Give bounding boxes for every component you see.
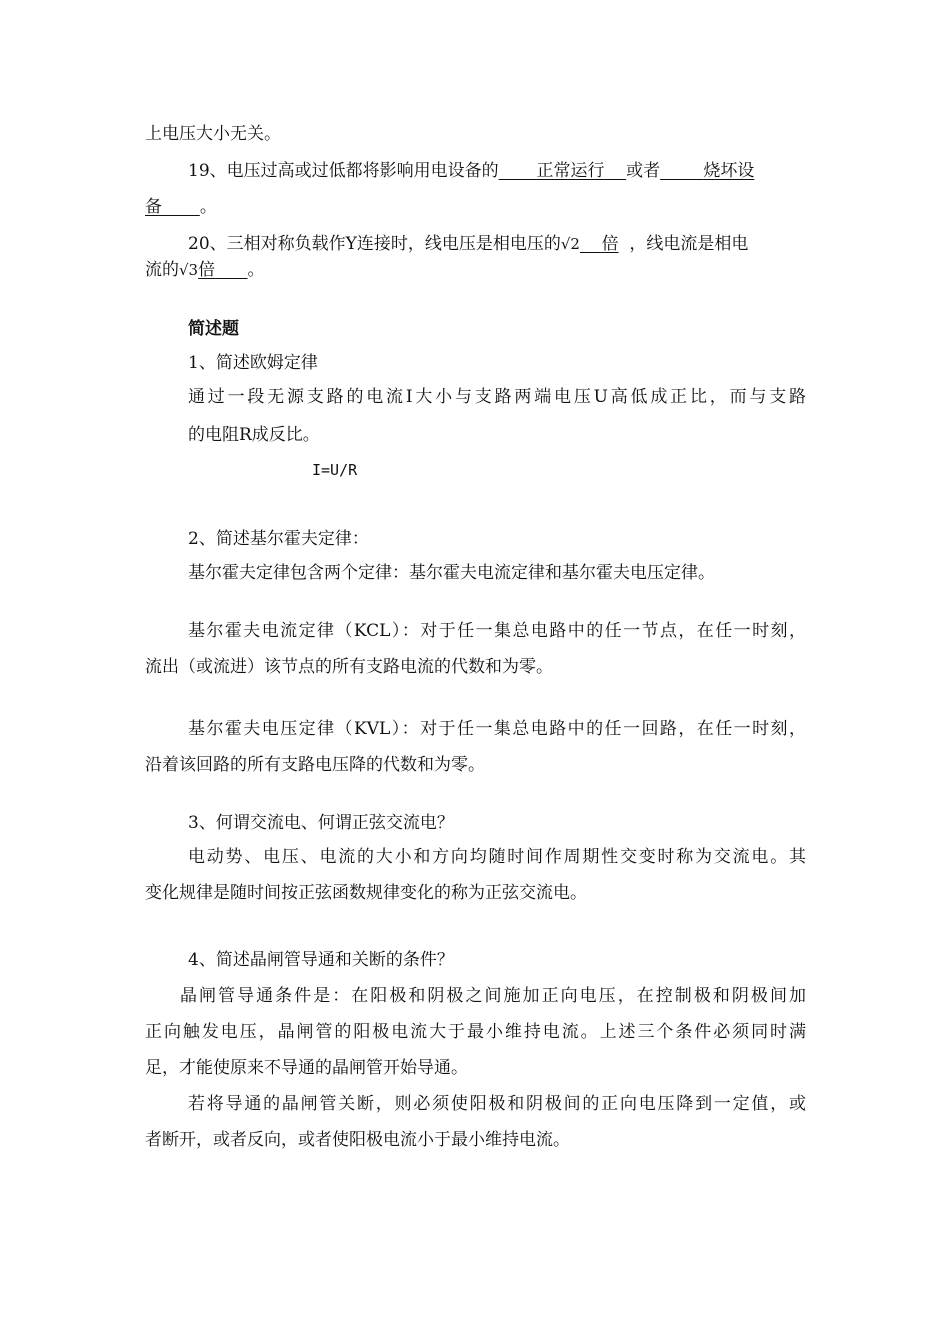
q20-line2 — [145, 259, 265, 281]
q19-end: 。 — [199, 197, 217, 217]
q3-title: 3、何谓交流电、何谓正弦交流电？ — [188, 813, 454, 833]
q1-answer-line1: 通过一段无源支路的电流I大小与支路两端电压U高低成正比，而与支路 — [188, 387, 806, 407]
q3-answer-line1: 电动势、电压、电流的大小和方向均随时间作周期性交变时称为交流电。其 — [188, 847, 806, 867]
q4-p2-line1: 若将导通的晶闸管关断，则必须使阳极和阴极间的正向电压降到一定值，或 — [188, 1094, 806, 1114]
q19-line2 — [145, 196, 217, 218]
q20-line2-prefix: 流的 — [145, 260, 179, 280]
q20-end: 。 — [247, 260, 265, 280]
q19-mid: 或者 — [626, 161, 661, 181]
kcl-line2: 流出（或流进）该节点的所有支路电流的代数和为零。 — [145, 657, 553, 677]
q4-p2-line2: 者断开，或者反向，或者使阳极电流小于最小维持电流。 — [145, 1130, 570, 1150]
q20-prefix: 20、三相对称负载作Y连接时，线电压是相电压的 — [188, 234, 561, 254]
ohm-formula: I=U/R — [312, 461, 358, 479]
q19-prefix: 19、电压过高或过低都将影响用电设备的 — [188, 161, 499, 181]
q19-blank2-cont — [145, 197, 200, 217]
q4-p1-line1: 晶闸管导通条件是：在阳极和阴极之间施加正向电压，在控制极和阴极间加 — [180, 986, 806, 1006]
kvl-line2: 沿着该回路的所有支路电压降的代数和为零。 — [145, 755, 485, 775]
q2-intro: 基尔霍夫定律包含两个定律：基尔霍夫电流定律和基尔霍夫电压定律。 — [188, 563, 715, 583]
q19-blank2-text-b: 备 — [145, 197, 162, 217]
kcl-line1: 基尔霍夫电流定律（KCL）：对于任一集总电路中的任一节点，在任一时刻， — [188, 621, 806, 641]
q1-title: 1、简述欧姆定律 — [188, 353, 318, 373]
q2-title: 2、简述基尔霍夫定律： — [188, 529, 369, 549]
q19-blank1-text: 正常运行 — [536, 161, 605, 181]
q4-p1-line2: 正向触发电压，晶闸管的阳极电流大于最小维持电流。上述三个条件必须同时满 — [145, 1022, 806, 1042]
q19-blank2-text-a: 烧坏设 — [703, 161, 755, 181]
q19-blank2 — [660, 161, 754, 181]
q20-mid: ，线电流是相电 — [629, 234, 749, 254]
q3-answer-line2: 变化规律是随时间按正弦函数规律变化的称为正弦交流电。 — [145, 883, 587, 903]
q20-blank1-text: 倍 — [601, 234, 619, 254]
q18-tail-text: 上电压大小无关。 — [145, 124, 281, 144]
kvl-line1: 基尔霍夫电压定律（KVL）：对于任一集总电路中的任一回路，在任一时刻， — [188, 719, 806, 739]
q19-line1 — [188, 160, 754, 182]
q19-blank1 — [499, 161, 626, 181]
q4-p1-line3: 足，才能使原来不导通的晶闸管开始导通。 — [145, 1058, 468, 1078]
section-title: 简述题 — [188, 319, 239, 339]
q20-blank1 — [580, 234, 619, 254]
q20-blank2-text: 倍 — [198, 260, 216, 280]
q20-line1 — [188, 233, 748, 255]
q20-blank2 — [198, 260, 247, 280]
sqrt2-symbol: √2 — [560, 235, 580, 253]
q1-answer-line2: 的电阻R成反比。 — [188, 425, 320, 445]
q4-title: 4、简述晶闸管导通和关断的条件？ — [188, 950, 454, 970]
sqrt3-symbol: √3 — [179, 261, 199, 279]
